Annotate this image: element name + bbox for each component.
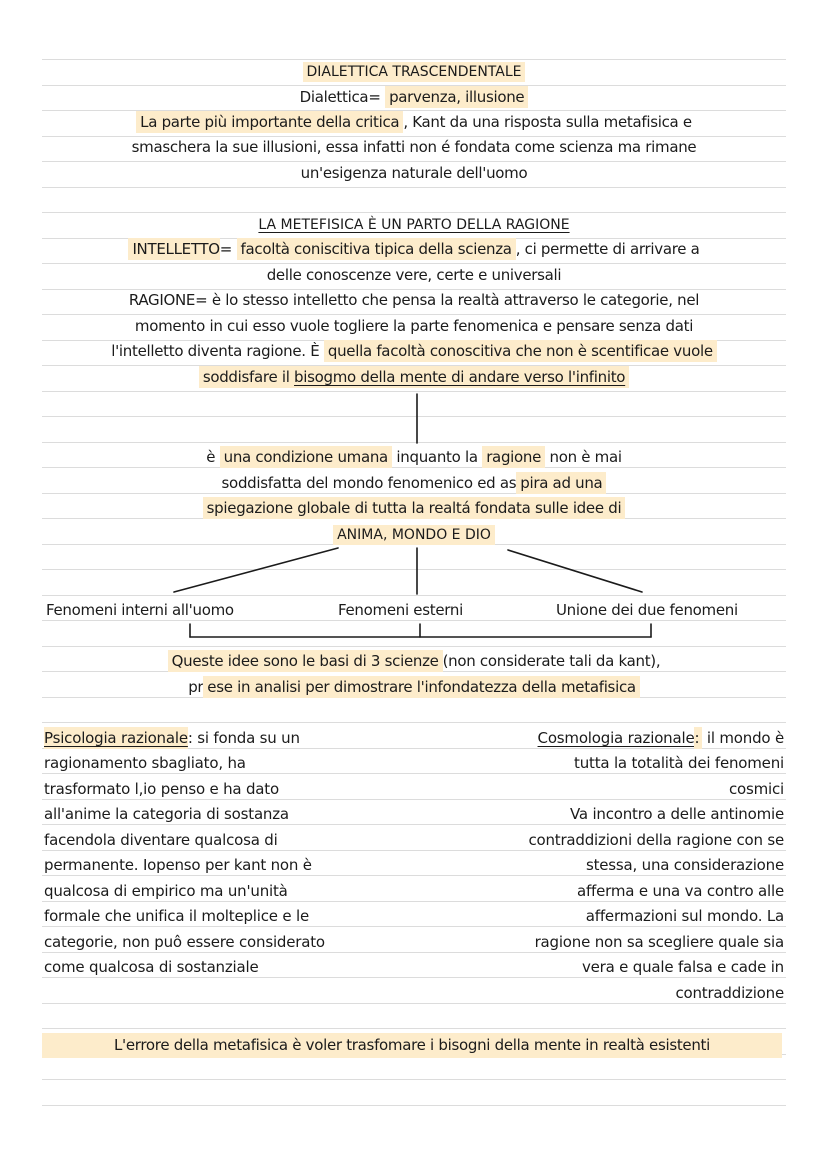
paragraph-line	[42, 471, 786, 496]
cosmologia-title: Cosmologia razionale	[537, 729, 695, 747]
ruled-line	[42, 442, 786, 443]
plain-text: soddisfatta del mondo fenomenico ed as	[221, 474, 517, 492]
plain-text: , ci permette di arrivare a	[515, 240, 700, 258]
highlight-text: ragione	[482, 446, 545, 468]
column-line: afferma e una va contro alle	[576, 882, 784, 900]
plain-text: (non considerate tali da kant),	[442, 652, 661, 670]
highlight-text: pira ad una	[516, 472, 606, 494]
ideas-line	[42, 522, 786, 547]
paragraph-line	[42, 496, 786, 521]
definition-dialettica	[42, 85, 786, 110]
title-text: DIALETTICA TRASCENDENTALE	[303, 62, 526, 82]
highlight-text: ese in analisi per dimostrare l'infondatezza della metafisica	[203, 676, 640, 698]
highlight-text: Queste idee sono le basi di 3 scienze	[168, 650, 443, 672]
colon: :	[187, 729, 193, 747]
branch-label-center: Fenomeni esterni	[338, 601, 463, 619]
definition-intelletto	[42, 237, 786, 262]
title-text: LA METEFISICA È UN PARTO DELLA RAGIONE	[258, 217, 570, 233]
column-line: facendola diventare qualcosa di	[44, 831, 278, 849]
plain-text: si fonda su un	[192, 729, 300, 747]
connector-branch-left	[174, 548, 338, 592]
ruled-line	[42, 1028, 786, 1029]
column-line: ragionamento sbagliato, ha	[44, 754, 246, 772]
ruled-line	[42, 569, 786, 570]
underlined-highlight-text: bisogmo della mente di andare verso l'infinito	[294, 366, 629, 388]
column-line: contraddizione	[675, 984, 784, 1002]
definition-value: parvenza, illusione	[385, 86, 528, 108]
paragraph-line	[42, 110, 786, 135]
definition-term: Dialettica	[299, 88, 369, 106]
paragraph-line	[42, 365, 786, 390]
plain-text: , Kant da una risposta sulla metafisica e	[403, 113, 692, 131]
highlight-text: quella facoltà conoscitiva che non è scentificae vuole	[324, 340, 717, 362]
column-line: contraddizioni della ragione con se	[528, 831, 784, 849]
column-line: trasformato l,io penso e ha dato	[44, 780, 279, 798]
plain-text: inquanto la	[391, 448, 483, 466]
column-line: vera e quale falsa e cade in	[581, 958, 784, 976]
paragraph-line: delle conoscenze vere, certe e universali	[266, 266, 562, 284]
conclusion-line	[40, 1033, 784, 1058]
intelletto-term	[128, 238, 219, 260]
column-line: Va incontro a delle antinomie	[569, 805, 784, 823]
paragraph-line	[42, 445, 786, 470]
highlight-text: facoltà coniscitiva tipica della scienza	[237, 238, 516, 260]
ruled-line	[42, 1105, 786, 1106]
colon: :	[694, 729, 700, 747]
connector-branch-right	[508, 550, 642, 592]
ruled-line	[42, 722, 786, 723]
paragraph-line	[42, 675, 786, 700]
column-line: tutta la totalità dei fenomeni	[574, 754, 784, 772]
column-line: all'anime la categoria di sostanza	[44, 805, 289, 823]
column-line: stessa, una considerazione	[585, 856, 784, 874]
plain-text: l'intelletto diventa ragione. È	[111, 342, 324, 360]
column-line: formale che unifica il molteplice e le	[44, 907, 309, 925]
ruled-line	[42, 646, 786, 647]
paragraph-line	[42, 649, 786, 674]
highlight-text: spiegazione globale di tutta la realtá fondata sulle idee di	[203, 497, 626, 519]
term-text: INTELLETTO	[132, 240, 220, 258]
column-line: ragione non sa scegliere quale sia	[534, 933, 784, 951]
paragraph-line: smaschera la sue illusioni, essa infatti non é fondata come scienza ma rimane	[131, 138, 697, 156]
column-line: qualcosa di empirico ma un'unità	[44, 882, 288, 900]
section-title-dialettica	[42, 59, 786, 84]
definition-eq: =	[368, 88, 386, 106]
column-line: categorie, non puô essere considerato	[44, 933, 325, 951]
paragraph-line	[42, 339, 786, 364]
plain-text: pr	[188, 678, 204, 696]
conclusion-text: L'errore della metafisica è voler trasfomare i bisogni della mente in realtà esistenti	[42, 1033, 782, 1058]
paragraph-line: momento in cui esso vuole togliere la parte fenomenica e pensare senza dati	[134, 317, 694, 335]
ruled-line	[42, 1079, 786, 1080]
definition-eq: =	[219, 240, 237, 258]
column-line	[420, 726, 784, 751]
branch-label-right: Unione dei due fenomeni	[556, 601, 738, 619]
highlight-text: La parte più importante della critica	[136, 111, 403, 133]
ruled-line	[42, 595, 786, 596]
section-title-metafisica	[42, 212, 786, 237]
column-line	[44, 726, 414, 751]
plain-text: è	[206, 448, 220, 466]
psicologia-title: Psicologia razionale	[44, 729, 188, 747]
column-line: permanente. Iopenso per kant non è	[44, 856, 312, 874]
highlight-text: soddisfare il	[199, 366, 294, 388]
column-line: affermazioni sul mondo. La	[585, 907, 784, 925]
ruled-line	[42, 416, 786, 417]
column-line: cosmici	[728, 780, 784, 798]
definition-ragione: RAGIONE= è lo stesso intelletto che pensa la realtà attraverso le categorie, nel	[128, 291, 700, 309]
highlight-text: ANIMA, MONDO E DIO	[333, 525, 495, 545]
plain-text: il mondo è	[702, 729, 784, 747]
ruled-line	[42, 187, 786, 188]
column-line: come qualcosa di sostanziale	[44, 958, 259, 976]
paragraph-line: un'esigenza naturale dell'uomo	[300, 164, 528, 182]
ruled-line	[42, 391, 786, 392]
plain-text: non è mai	[545, 448, 622, 466]
highlight-text: una condizione umana	[220, 446, 392, 468]
branch-label-left: Fenomeni interni all'uomo	[46, 601, 234, 619]
